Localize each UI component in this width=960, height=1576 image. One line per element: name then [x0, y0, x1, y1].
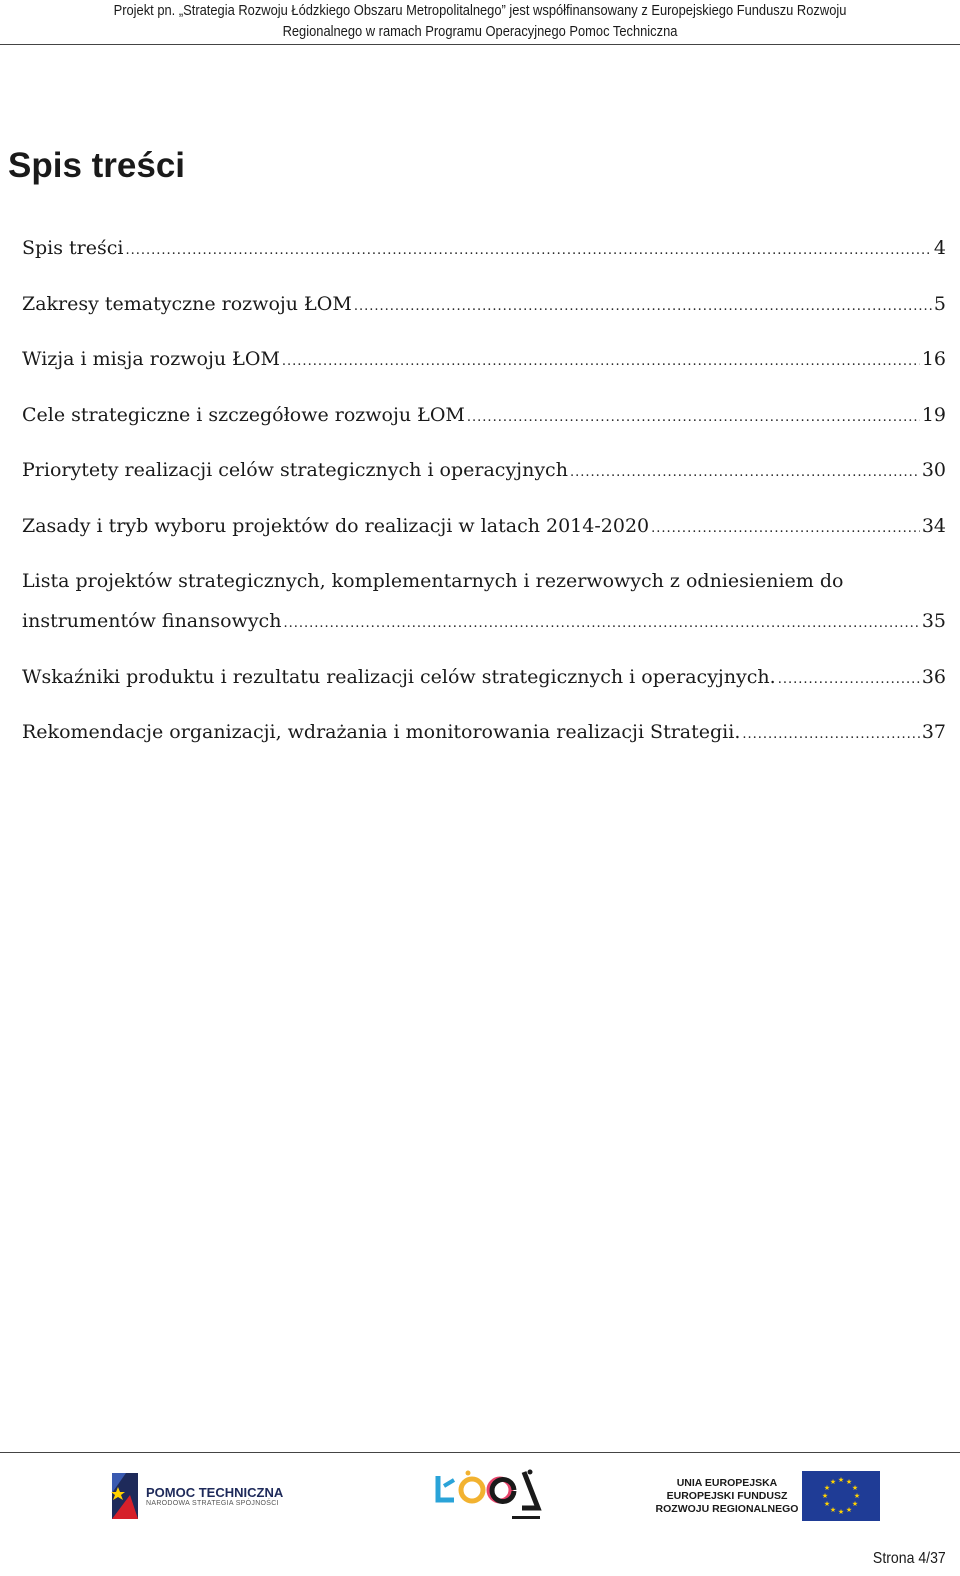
- toc-entry[interactable]: [22, 561, 946, 644]
- toc-entry[interactable]: [22, 506, 946, 549]
- toc-entry[interactable]: [22, 284, 946, 327]
- table-of-contents: [22, 228, 946, 768]
- svg-text:★: ★: [829, 1506, 837, 1514]
- toc-entry-page: 34: [921, 514, 946, 537]
- lodz-logo-icon: [434, 1468, 544, 1524]
- svg-text:★: ★: [845, 1478, 853, 1486]
- pomoc-techniczna-title: POMOC TECHNICZNA: [146, 1485, 284, 1500]
- eu-logo-line-1: UNIA EUROPEJSKA: [676, 1476, 778, 1489]
- eu-flag-icon: [802, 1471, 880, 1521]
- pomoc-techniczna-subtitle: NARODOWA STRATEGIA SPÓJNOŚCI: [146, 1500, 279, 1507]
- toc-entry-text: Wizja i misja rozwoju ŁOM: [22, 348, 280, 370]
- toc-entry-text: instrumentów finansowych: [22, 610, 282, 632]
- svg-text:★: ★: [823, 1500, 831, 1508]
- toc-entry-page: 35: [921, 610, 946, 632]
- svg-text:★: ★: [853, 1492, 861, 1500]
- toc-entry[interactable]: [22, 228, 946, 271]
- footer-divider: [0, 1452, 960, 1453]
- pomoc-techniczna-emblem-icon: [110, 1473, 140, 1519]
- svg-text:★: ★: [821, 1492, 829, 1500]
- footer-logos: [0, 1468, 960, 1528]
- svg-text:★: ★: [823, 1484, 831, 1492]
- toc-entry-page: 19: [921, 403, 946, 426]
- toc-leader: [742, 715, 919, 755]
- page-number: Strona 4/37: [873, 1550, 946, 1567]
- header-line-1: Projekt pn. „Strategia Rozwoju Łódzkiego Obszaru Metropolitalnego” jest współfinansowany z Europejskiego Funduszu Rozwoju: [113, 2, 847, 19]
- toc-entry-text: Zasady i tryb wyboru projektów do realizacji w latach 2014-2020: [22, 514, 650, 537]
- toc-leader: [651, 509, 920, 549]
- svg-text:★: ★: [829, 1478, 837, 1486]
- toc-entry[interactable]: [22, 450, 946, 493]
- toc-leader: [282, 342, 920, 382]
- toc-entry[interactable]: [22, 339, 946, 382]
- page-header: [0, 0, 960, 45]
- svg-text:★: ★: [837, 1508, 845, 1516]
- toc-leader: [467, 398, 920, 438]
- toc-entry-page: 36: [921, 665, 946, 688]
- toc-entry[interactable]: [22, 712, 946, 755]
- svg-text:★: ★: [851, 1500, 859, 1508]
- toc-entry-text: Rekomendacje organizacji, wdrażania i monitorowania realizacji Strategii.: [22, 721, 741, 743]
- toc-leader: [354, 287, 932, 327]
- toc-leader: [570, 453, 920, 493]
- header-line-2: Regionalnego w ramach Programu Operacyjnego Pomoc Techniczna: [282, 23, 678, 40]
- toc-entry-text: Priorytety realizacji celów strategicznych i operacyjnych: [22, 459, 568, 481]
- toc-leader: [778, 660, 920, 700]
- eu-erdf-logo: [652, 1470, 902, 1522]
- toc-leader: [283, 604, 919, 644]
- eu-logo-line-3: ROZWOJU REGIONALNEGO: [655, 1502, 799, 1515]
- toc-entry[interactable]: [22, 657, 946, 700]
- toc-entry-text: Zakresy tematyczne rozwoju ŁOM: [22, 292, 352, 315]
- toc-entry-text: Spis treści: [22, 237, 124, 259]
- toc-entry[interactable]: [22, 395, 946, 438]
- pomoc-techniczna-logo: [110, 1468, 283, 1524]
- toc-entry-page: 37: [921, 721, 946, 743]
- toc-entry-page: 16: [921, 348, 946, 370]
- lodz-kreuje-logo: [434, 1468, 544, 1528]
- svg-text:★: ★: [851, 1484, 859, 1492]
- svg-text:★: ★: [845, 1506, 853, 1514]
- page-title: Spis treści: [8, 146, 186, 185]
- toc-entry-text-line-1: Lista projektów strategicznych, komplementarnych i rezerwowych z odniesieniem do: [22, 570, 844, 592]
- svg-text:★: ★: [837, 1476, 845, 1484]
- toc-entry-page: 5: [933, 292, 946, 315]
- toc-entry-page: 4: [933, 237, 946, 259]
- toc-entry-text: Wskaźniki produktu i rezultatu realizacji celów strategicznych i operacyjnych.: [22, 665, 776, 688]
- toc-entry-text: Cele strategiczne i szczegółowe rozwoju ŁOM: [22, 403, 465, 426]
- eu-logo-line-2: EUROPEJSKI FUNDUSZ: [666, 1489, 788, 1502]
- toc-entry-page: 30: [921, 459, 946, 481]
- toc-leader: [125, 231, 931, 271]
